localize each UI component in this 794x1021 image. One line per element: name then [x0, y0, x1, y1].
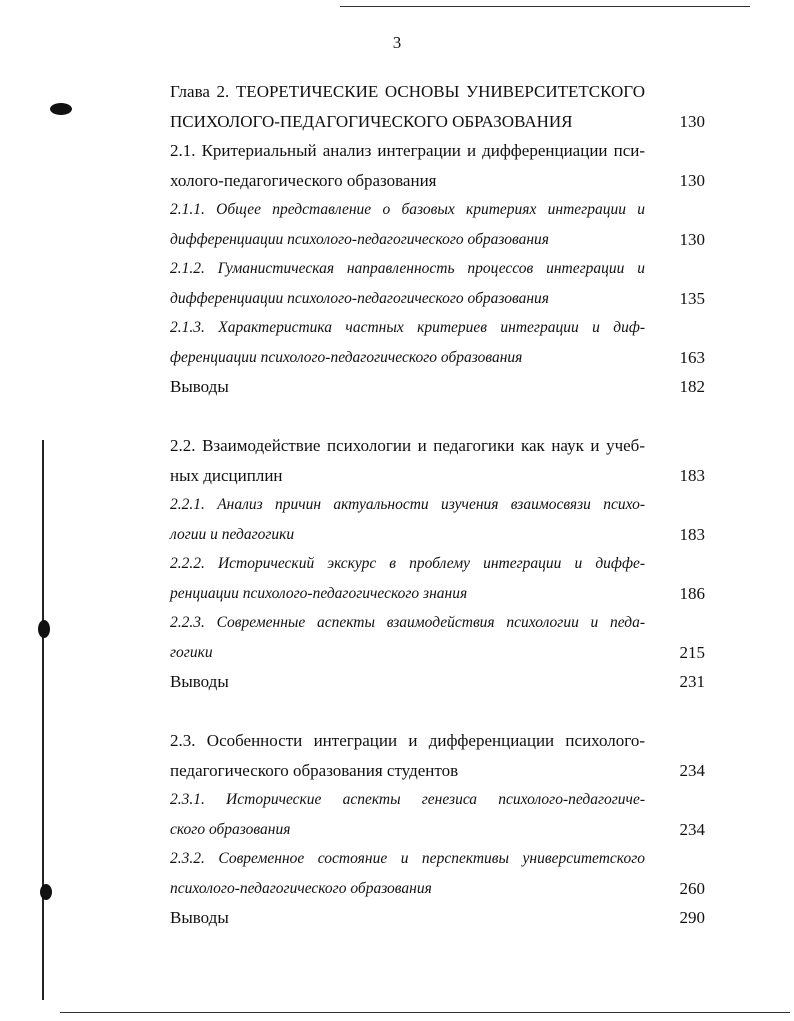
- toc-section[interactable]: [170, 431, 705, 490]
- toc-chapter[interactable]: [170, 77, 705, 136]
- toc-line: 2.2.2. Исторический экскурс в проблему интеграции и диффе-: [170, 555, 645, 572]
- toc-section[interactable]: [170, 726, 705, 785]
- toc-line: 2.2. Взаимодействие психологии и педагогики как наук и учеб-: [170, 436, 645, 455]
- toc-subsection[interactable]: [170, 195, 705, 254]
- toc-page-number: 183: [679, 524, 705, 544]
- toc-subsection[interactable]: [170, 844, 705, 903]
- toc-page-number: 234: [679, 760, 705, 780]
- toc-subsection[interactable]: [170, 313, 705, 372]
- toc-line: Выводы: [170, 908, 229, 927]
- toc-line: ренциации психолого-педагогического знания: [170, 584, 468, 602]
- toc-line: ПСИХОЛОГО-ПЕДАГОГИЧЕСКОГО ОБРАЗОВАНИЯ: [170, 111, 573, 131]
- table-of-contents: [170, 77, 705, 933]
- toc-page-number: 234: [679, 819, 705, 839]
- toc-page-number: 182: [679, 377, 705, 396]
- toc-page-number: 130: [679, 170, 705, 190]
- scan-edge-top: [340, 6, 750, 7]
- scan-edge-left: [42, 440, 44, 1000]
- toc-subsection[interactable]: [170, 608, 705, 667]
- toc-line: психолого-педагогического образования: [170, 879, 432, 897]
- toc-line: Выводы: [170, 377, 229, 396]
- toc-line: Выводы: [170, 672, 229, 691]
- toc-page-number: 135: [679, 288, 705, 308]
- toc-conclusion[interactable]: [170, 372, 705, 402]
- toc-line: холого-педагогического образования: [170, 170, 437, 190]
- scan-blot: [40, 884, 52, 900]
- toc-page-number: 183: [679, 465, 705, 485]
- toc-line: 2.2.1. Анализ причин актуальности изучения взаимосвязи психо-: [170, 496, 645, 513]
- scan-edge-bottom: [60, 1012, 790, 1013]
- toc-page-number: 130: [679, 111, 705, 131]
- toc-page-number: 186: [679, 583, 705, 603]
- toc-line: Глава 2. ТЕОРЕТИЧЕСКИЕ ОСНОВЫ УНИВЕРСИТЕТСКОГО: [170, 82, 645, 101]
- toc-line: гогики: [170, 643, 213, 661]
- toc-line: 2.3. Особенности интеграции и дифференциации психолого-: [170, 731, 645, 750]
- toc-line: ференциации психолого-педагогического образования: [170, 348, 523, 366]
- toc-line: 2.1. Критериальный анализ интеграции и дифференциации пси-: [170, 141, 645, 160]
- toc-subsection[interactable]: [170, 254, 705, 313]
- toc-line: ского образования: [170, 820, 291, 838]
- toc-line: логии и педагогики: [170, 525, 295, 543]
- page-number: 3: [392, 33, 402, 52]
- toc-page-number: 163: [679, 347, 705, 367]
- toc-subsection[interactable]: [170, 490, 705, 549]
- toc-line: 2.3.1. Исторические аспекты генезиса психолого-педагогиче-: [170, 791, 645, 808]
- toc-subsection[interactable]: [170, 785, 705, 844]
- toc-line: педагогического образования студентов: [170, 760, 459, 780]
- toc-section[interactable]: [170, 136, 705, 195]
- toc-page-number: 215: [679, 642, 705, 662]
- toc-conclusion[interactable]: [170, 903, 705, 933]
- scan-blot: [38, 620, 50, 638]
- section-spacer: [170, 697, 705, 727]
- toc-page-number: 260: [679, 878, 705, 898]
- toc-page-number: 290: [679, 908, 705, 927]
- toc-line: дифференциации психолого-педагогического образования: [170, 230, 549, 248]
- toc-line: дифференциации психолого-педагогического образования: [170, 289, 549, 307]
- scan-blot: [50, 103, 72, 115]
- section-spacer: [170, 402, 705, 432]
- toc-line: 2.1.3. Характеристика частных критериев интеграции и диф-: [170, 319, 645, 336]
- toc-subsection[interactable]: [170, 549, 705, 608]
- toc-line: 2.1.2. Гуманистическая направленность процессов интеграции и: [170, 260, 645, 277]
- toc-line: 2.1.1. Общее представление о базовых критериях интеграции и: [170, 201, 645, 218]
- toc-page-number: 130: [679, 229, 705, 249]
- toc-page-number: 231: [679, 672, 705, 691]
- toc-conclusion[interactable]: [170, 667, 705, 697]
- toc-line: ных дисциплин: [170, 465, 283, 485]
- toc-line: 2.2.3. Современные аспекты взаимодействия психологии и педа-: [170, 614, 645, 631]
- toc-line: 2.3.2. Современное состояние и перспективы университетского: [170, 850, 645, 867]
